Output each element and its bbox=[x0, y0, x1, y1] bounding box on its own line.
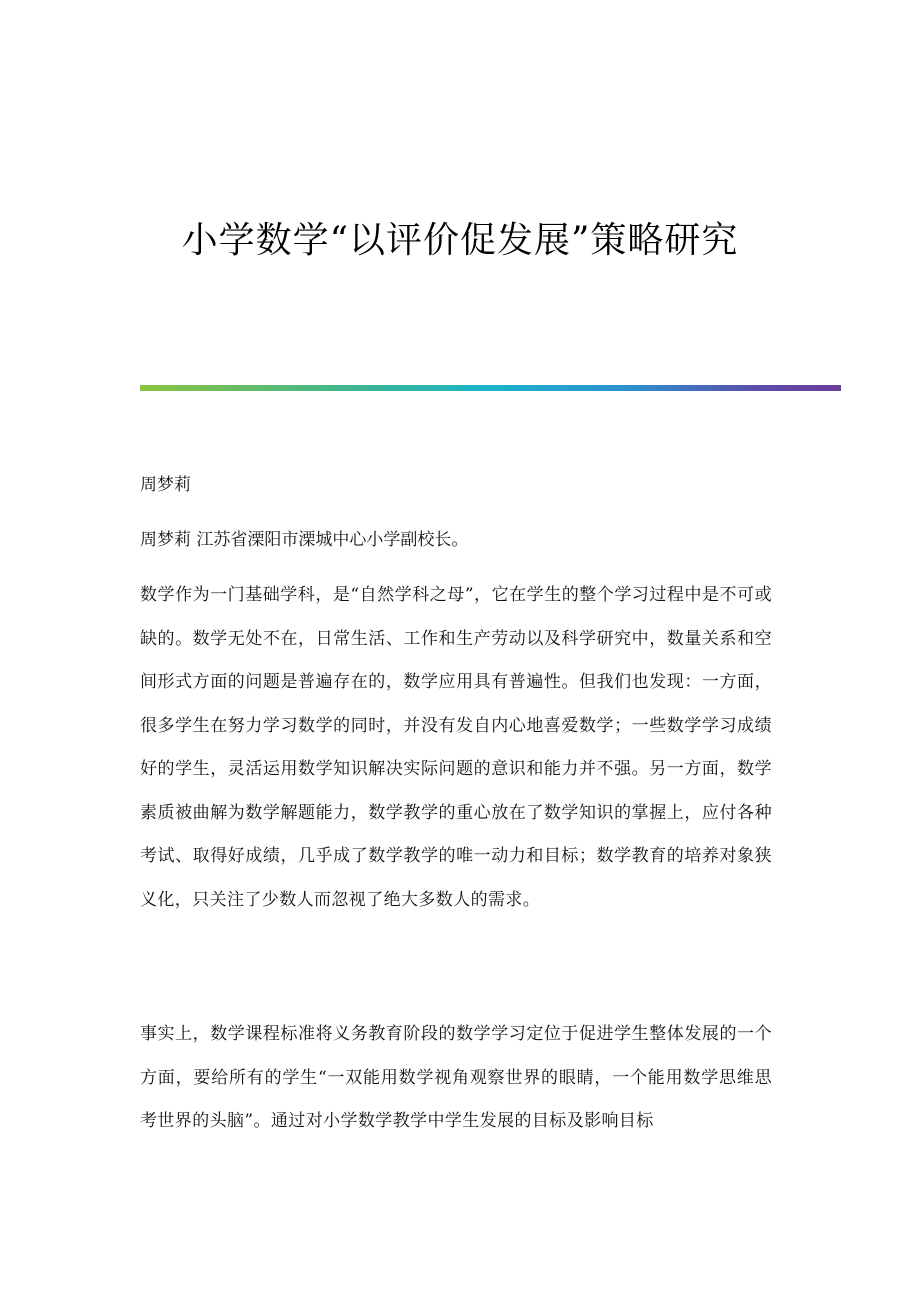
author-bio: 周梦莉 江苏省溧阳市溧城中心小学副校长。 bbox=[140, 530, 469, 550]
document-title: 小学数学“以评价促发展”策略研究 bbox=[181, 220, 739, 261]
body-paragraph-2: 事实上，数学课程标准将义务教育阶段的数学学习定位于促进学生整体发展的一个方面，要给所有的学生“一双能用数学视角观察世界的眼睛，一个能用数学思维思考世界的头脑”。通过对小学数学教学中学生发展的目标及影响目标 bbox=[140, 1024, 772, 1131]
body-paragraph-1: 数学作为一门基础学科，是“自然学科之母”，它在学生的整个学习过程中是不可或缺的。数学无处不在，日常生活、工作和生产劳动以及科学研究中，数量关系和空间形式方面的问题是普遍存在的，数学应用具有普遍性。但我们也发现：一方面，很多学生在努力学习数学的同时，并没有发自内心地喜爱数学；一些数学学习成绩好的学生，灵活运用数学知识解决实际问题的意识和能力并不强。另一方面，数学素质被曲解为数学解题能力，数学教学的重心放在了数学知识的掌握上，应付各种考试、取得好成绩，几乎成了数学教学的唯一动力和目标；数学教育的培养对象狭义化，只关注了少数人而忽视了绝大多数人的需求。 bbox=[140, 585, 772, 910]
author-name: 周梦莉 bbox=[140, 475, 191, 495]
title-divider bbox=[140, 385, 841, 391]
